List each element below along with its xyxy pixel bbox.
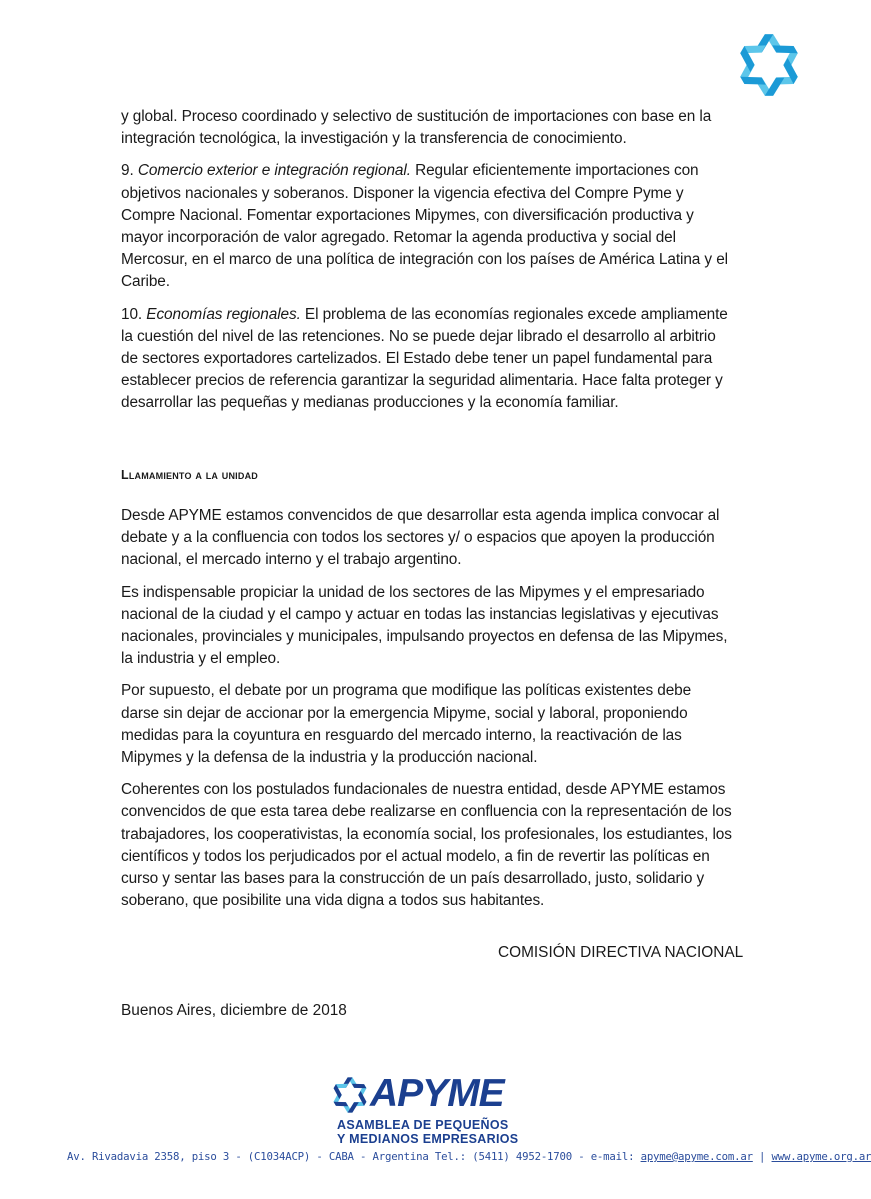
section-heading: Llamamiento a la unidad: [121, 468, 258, 482]
brand-tagline-1: ASAMBLEA DE PEQUEÑOS: [337, 1118, 509, 1132]
footer-contact: [67, 1150, 871, 1163]
paragraph-unity-2: Es indispensable propiciar la unidad de los sectores de las Mipymes y el empresariado nacional de la ciudad y el campo y actuar en todas las instancias legislativas y ejecutivas nacionales, provinciales y municipales, impulsando proyectos en defensa de las Mipymes, la industria y el empleo.: [121, 583, 728, 668]
signature: COMISIÓN DIRECTIVA NACIONAL: [498, 944, 744, 961]
paragraph-item-9: 9. Comercio exterior e integración regional. Regular eficientemente importaciones con objetivos nacionales y soberanos. Disponer la vigencia efectiva del Compre Pyme y Compre Nacional. Fomentar exportaciones Mipymes, con diversificación productiva y mayor incorporación de valor agregado. Retomar la agenda productiva y social del Mercosur, en el marco de una política de integración con los países de América Latina y el Caribe.: [121, 162, 728, 291]
paragraph-unity-1: Desde APYME estamos convencidos de que desarrollar esta agenda implica convocar al debate y a la confluencia con todos los sectores y/ o espacios que apoyen la producción nacional, el mercado interno y el trabajo argentino.: [121, 507, 720, 569]
brand-name: APYME: [370, 1072, 504, 1115]
email-link[interactable]: apyme@apyme.com.ar: [640, 1150, 753, 1163]
apyme-mark-icon: [330, 1075, 370, 1115]
footer-address-text: Av. Rivadavia 2358, piso 3 - (C1034ACP) - CABA - Argentina Tel.: (5411) 4952-1700 - e-mail:: [67, 1150, 641, 1163]
paragraph-unity-4: Coherentes con los postulados fundacionales de nuestra entidad, desde APYME estamos convencidos de que esta tarea debe realizarse en confluencia con la representación de los trabajadores, los cooperativistas, la economía social, los profesionales, los estudiantes, los científicos y todos los perjudicados por el actual modelo, a fin de revertir las políticas en curso y sentar las bases para la construcción de un país desarrollado, justo, solidario y soberano, que posibilite una vida digna a todos sus habitantes.: [121, 781, 732, 910]
paragraph-1: y global. Proceso coordinado y selectivo de sustitución de importaciones con base en la integración tecnológica, la investigación y la transferencia de conocimiento.: [121, 108, 712, 148]
footer-brand: [330, 1072, 520, 1147]
paragraph-item-10: 10. Economías regionales. El problema de las economías regionales excede ampliamente la cuestión del nivel de las retenciones. No se puede dejar librado el desarrollo al arbitrio de sectores exportadores cartelizados. El Estado debe tener un papel fundamental para establecer precios de referencia garantizar la seguridad alimentaria. Hace falta proteger y desarrollar las pequeñas y medianas producciones y la economía familiar.: [121, 305, 728, 412]
website-link[interactable]: www.apyme.org.ar: [771, 1150, 871, 1163]
place-date: Buenos Aires, diciembre de 2018: [121, 1002, 347, 1019]
body-text-unity: [121, 505, 733, 922]
footer-separator: |: [752, 1150, 772, 1163]
brand-tagline-2: Y MEDIANOS EMPRESARIOS: [337, 1132, 519, 1146]
paragraph-unity-3: Por supuesto, el debate por un programa que modifique las políticas existentes debe darse sin dejar de accionar por la emergencia Mipyme, social y laboral, proponiendo medidas para la coyuntura en resguardo del mercado interno, la reactivación de las Mipymes y la defensa de la industria y la producción nacional.: [121, 682, 692, 767]
apyme-logo-icon: [734, 30, 804, 100]
body-text-top: [121, 106, 733, 425]
